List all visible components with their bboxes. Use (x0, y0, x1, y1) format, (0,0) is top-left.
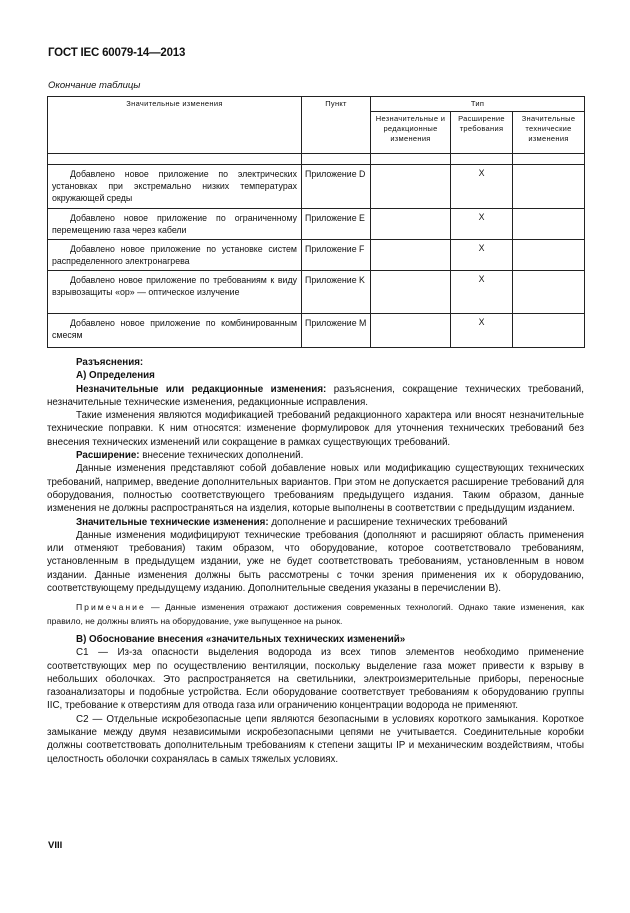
row-description: Добавлено новое приложение по электрических установках при экстремально низких температурах окружающей среды (48, 165, 302, 209)
row-description: Добавлено новое приложение по установке систем распределенного электронагрева (48, 240, 302, 271)
justification-heading: В) Обоснование внесения «значительных технических изменений» (76, 633, 406, 645)
row-major (513, 314, 585, 348)
row-minor (371, 271, 451, 314)
row-item: Приложение M (302, 314, 371, 348)
row-extension: X (451, 240, 513, 271)
table-row (48, 240, 585, 271)
row-description: Добавлено новое приложение по требованиям к виду взрывозащиты «ор» — оптическое излучение (48, 271, 302, 314)
major-definition (47, 516, 584, 529)
row-major (513, 271, 585, 314)
header-major: Значительные технические изменения (513, 112, 585, 154)
major-term: Значительные технические изменения: (76, 516, 269, 528)
row-minor (371, 165, 451, 209)
header-extension: Расширение требования (451, 112, 513, 154)
row-major (513, 240, 585, 271)
major-def: дополнение и расширение технических требований (268, 516, 508, 528)
extension-definition (47, 449, 584, 462)
row-item: Приложение E (302, 209, 371, 240)
row-major (513, 165, 585, 209)
minor-paragraph: Такие изменения являются модификацией требований редакционного характера или вносят незначительные технические поправки. К ним относятся: изменение формулировок для уточнения технических требований без внесения технических изменений или сокращение в рамках существующих требований. (47, 410, 584, 448)
c1-paragraph: С1 — Из-за опасности выделения водорода из всех типов элементов необходимо применение соответствующих мер по осуществлению вентиляции, поскольку выделение газа может привести к взрыву в небольших оболочках. Это распространяется на светильники, электроизмерительные приборы, переносные газоанализаторы и подобные устройства. Если оборудование соответствует требованиям к оборудованию группы IIC, требование к отверстиям для отвода газа или ограничению концентрации водорода не применяют. (47, 647, 584, 712)
extension-term: Расширение: (76, 450, 140, 462)
explanations-section (47, 356, 584, 766)
table-row (48, 271, 585, 314)
page-number: VIII (48, 840, 63, 851)
table-row (48, 209, 585, 240)
header-item: Пункт (302, 97, 371, 154)
table-row (48, 314, 585, 348)
minor-def: разъяснения, сокращение технических требований, незначительные технические изменения, редакционные исправления. (47, 383, 584, 408)
minor-term: Незначительные или редакционные изменения: (76, 383, 327, 395)
standard-title: ГОСТ IEC 60079-14—2013 (48, 47, 186, 59)
c2-paragraph: С2 — Отдельные искробезопасные цепи являются безопасными в условиях короткого замыкания. Короткое замыкание между двумя независимыми искробезопасными цепями не учитывается. Соединительные коробки должны соответствовать дополнительным требованиям к степени защиты IP и механическим воздействиям, чтобы целостность оболочки сохранялась в самых тяжелых условиях. (47, 713, 584, 765)
row-major (513, 209, 585, 240)
explanations-heading: Разъяснения: (76, 357, 144, 368)
extension-paragraph: Данные изменения представляют собой добавление новых или модификацию существующих технических требований, например, введение дополнительных вариантов. При этом не допускается расширение требований для оборудования, полностью соответствующего требованиям предыдущего издания. Таким образом, данные изменения не должны распространяться на изделия, которые выполнены в соответствии с предыдущим изданием. (47, 463, 584, 515)
row-item: Приложение K (302, 271, 371, 314)
row-minor (371, 314, 451, 348)
note-label: Примечание (76, 602, 146, 613)
header-type: Тип (371, 97, 585, 112)
extension-def: внесение технических дополнений. (139, 450, 304, 462)
header-changes: Значительные изменения (48, 97, 302, 154)
row-minor (371, 240, 451, 271)
row-description: Добавлено новое приложение по ограниченному перемещению газа через кабели (48, 209, 302, 240)
row-description: Добавлено новое приложение по комбинированным смесям (48, 314, 302, 348)
row-item: Приложение F (302, 240, 371, 271)
note-text: — Данные изменения отражают достижения современных технологий. Однако такие изменения, как правило, не должны влиять на оборудование, уже выпущенное на рынок. (47, 602, 584, 626)
definitions-heading: А) Определения (76, 370, 155, 382)
row-extension: X (451, 314, 513, 348)
note (47, 601, 584, 628)
row-item: Приложение D (302, 165, 371, 209)
row-extension: X (451, 165, 513, 209)
changes-table (47, 96, 585, 348)
table-caption: Окончание таблицы (48, 80, 141, 91)
row-extension: X (451, 209, 513, 240)
row-extension: X (451, 271, 513, 314)
header-minor: Незначительные и редакционные изменения (371, 112, 451, 154)
major-paragraph: Данные изменения модифицируют технические требования (дополняют и расширяют область применения или отменяют требования) таким образом, что оборудование, которое соответствовало требованиям, установленным в предыдущем издании, уже не будет соответствовать требованиям, установленным в новом издании. Данные изменения должны быть рассмотрены с точки зрения применения их к оборудованию, соответствующему предыдущему изданию. Дополнительные сведения указаны в перечислении В). (47, 529, 584, 595)
table-row (48, 165, 585, 209)
minor-definition (47, 383, 584, 410)
row-minor (371, 209, 451, 240)
